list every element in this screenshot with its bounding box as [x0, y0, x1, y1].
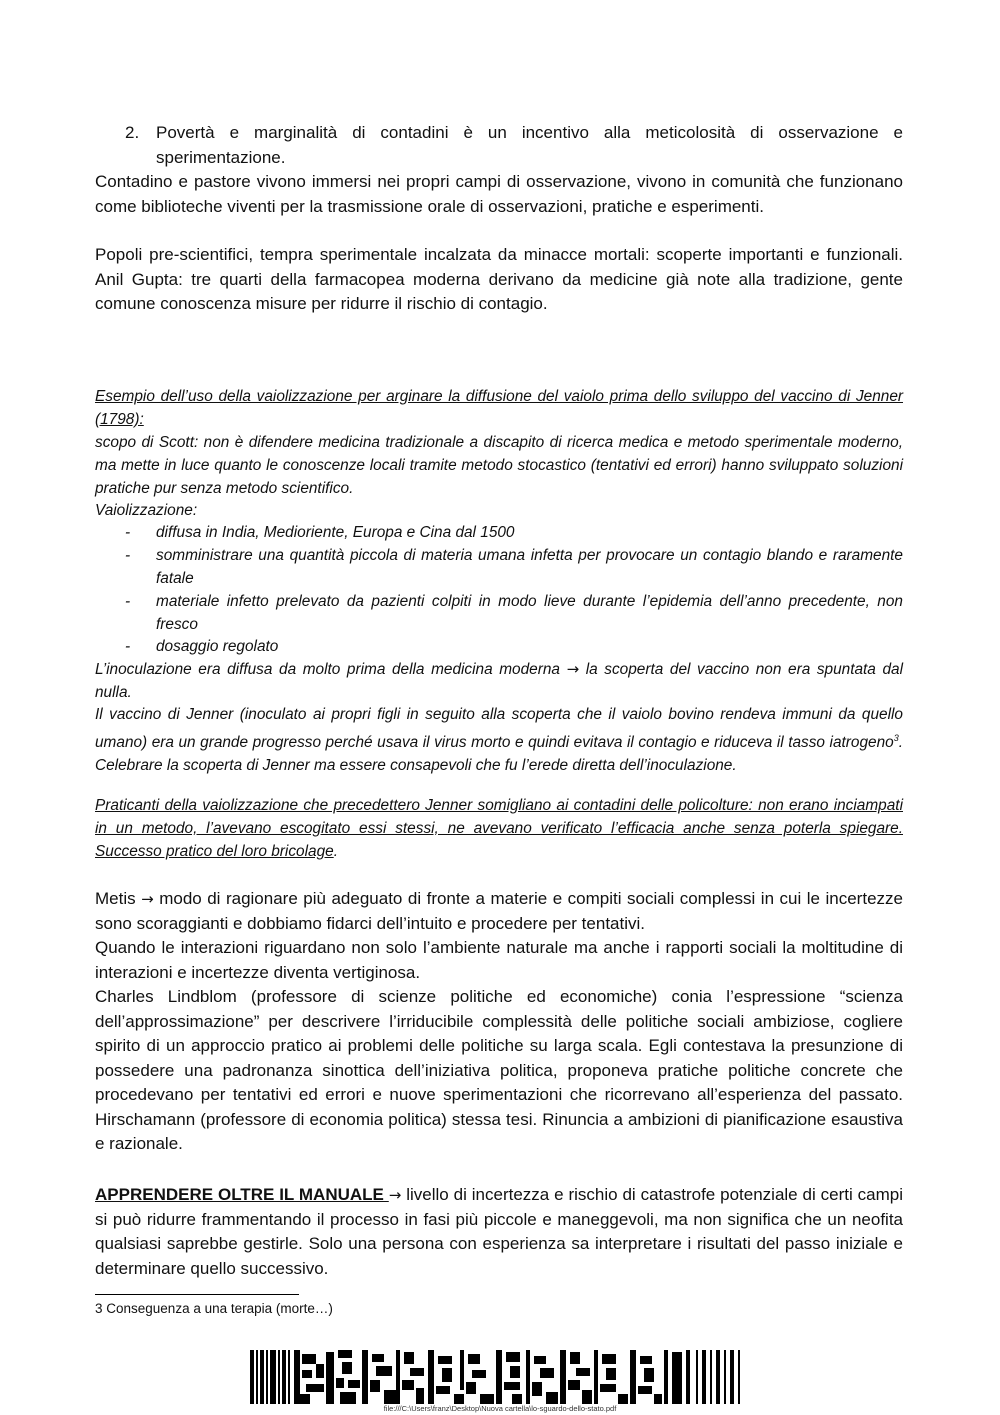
metis-term: Metis [95, 889, 136, 908]
praticanti-text: Praticanti della vaiolizzazione che precedettero Jenner somigliano ai contadini delle policolture: non erano inciampati in un metodo, l’avevano escogitato essi stessi, ne avevano verificato l’efficacia anche senza poterla spiegare. Successo pratico del loro bricolage [95, 797, 903, 860]
paragraph-popoli: Popoli pre-scientifici, tempra sperimentale incalzata da minacce mortali: scoperte importanti e funzionali. Anil Gupta: tre quarti della farmacopea moderna derivano da medicine già note alla tradizione, gente comune conoscenza misure per ridurre il rischio di contagio. [95, 245, 903, 313]
footnote-separator [95, 1294, 299, 1295]
inoculazione-paragraph [95, 658, 903, 705]
praticanti-paragraph [95, 795, 903, 863]
lindblom-paragraph: Charles Lindblom (professore di scienze politiche ed economiche) conia l’espressione “scienza dell’approssimazione” per descrivere l’irriducibile complessità delle politiche sociali ambiziose, cogliere spirito di un approccio pratico ai problemi delle politiche su larga scala. Egli contestava la presunzione di possedere una padronanza sinottica dell’iniziativa politica, proponeva pratiche politiche concrete che procedevano per tentativi ed errori e nuove sperimentazioni che ricorrevano all’esperienza del passato. Hirschamann (professore di economia politica) stessa tesi. Rinuncia a ambizioni di pianificazione esaustiva e razionale. [95, 987, 903, 1153]
list-number: 2. [125, 123, 140, 142]
example-scope: scopo di Scott: non è difendere medicina tradizionale a discapito di ricerca medica e metodo sperimentale moderno, ma mette in luce quanto le conoscenze locali tramite metodo stocastico (tentativi ed errori) hanno sviluppato soluzioni pratiche pur senza metodo scientifico. [95, 434, 903, 497]
jenner-paragraph [95, 704, 903, 778]
apprendere-text: livello di incertezza e rischio di catastrofe potenziale di certi campi si può ridurre frammentando il processo in fasi più piccole e maneggevoli, ma non significa che un neofita qualsiasi saprebbe gestirle. Solo una persona con esperienza sa interpretare i risultati del passo iniziale e determinare quello successivo. [95, 1185, 903, 1278]
bullet-text: materiale infetto prelevato da pazienti colpiti in modo lieve durante l’epidemia dell’anno precedente, non fresco [156, 593, 903, 633]
barcode-image [250, 1350, 740, 1404]
arrow-right-icon: → [388, 1186, 402, 1204]
footnote-ref: 3 [893, 732, 899, 743]
inoculazione-text-b: la scoperta del vaccino non era spuntata dal nulla. [95, 661, 903, 701]
vaiolizzazione-label: Vaiolizzazione: [95, 502, 198, 519]
bullet-dash: - [125, 547, 131, 564]
bullet-text: dosaggio regolato [156, 638, 279, 655]
bullet-item [125, 636, 903, 659]
apprendere-paragraph [95, 1183, 903, 1281]
interazioni-paragraph: Quando le interazioni riguardano non solo l’ambiente naturale ma anche i rapporti sociali la moltitudine di interazioni e incertezze diventa vertiginosa. [95, 938, 903, 982]
bullet-dash: - [125, 638, 131, 655]
bullet-dash: - [125, 593, 131, 610]
bullet-item [125, 591, 903, 637]
numbered-list-item [127, 121, 903, 170]
paragraph-contadino: Contadino e pastore vivono immersi nei propri campi di osservazione, vivono in comunità che funzionano come biblioteche viventi per la trasmissione orale di osservazioni, pratiche e esperimenti. [95, 172, 903, 216]
bullet-item [125, 545, 903, 591]
arrow-right-icon: → [141, 890, 154, 908]
bullet-text: diffusa in India, Medioriente, Europa e Cina dal 1500 [156, 524, 515, 541]
example-title: Esempio dell’uso della vaiolizzazione per arginare la diffusione del vaiolo prima dello sviluppo del vaccino di Jenner (1798): [95, 388, 903, 428]
bullet-item [125, 522, 903, 545]
metis-paragraph [95, 887, 903, 936]
bullet-dash: - [125, 524, 131, 541]
footnote: 3 Conseguenza a una terapia (morte…) [95, 1301, 333, 1316]
praticanti-end: . [333, 842, 338, 860]
inoculazione-text-a: L’inoculazione era diffusa da molto prima della medicina moderna [95, 661, 560, 678]
jenner-text-a: Il vaccino di Jenner (inoculato ai propri figli in seguito alla scoperta che il vaiolo bovino rendeva immuni da quello umano) era un grande progresso perché usava il virus morto e quindi evitava il contagio e riduceva il tasso iatrogeno [95, 706, 903, 751]
list-item-text: Povertà e marginalità di contadini è un incentivo alla meticolosità di osservazione e sperimentazione. [156, 123, 903, 167]
file-path-footer: file:///C:\Users\franz\Desktop\Nuova cartella\lo-sguardo-dello-stato.pdf [383, 1404, 617, 1413]
metis-text: modo di ragionare più adeguato di fronte a materie e compiti sociali complessi in cui le incertezze sono scoraggianti e dobbiamo fidarci dell’intuito e procedere per tentativi. [95, 889, 903, 933]
section-heading: APPRENDERE OLTRE IL MANUALE [95, 1185, 389, 1204]
arrow-right-icon: → [566, 660, 580, 678]
jenner-text-b: . Celebrare la scoperta di Jenner ma essere consapevoli che fu l’erede diretta dell’inoculazione. [95, 733, 903, 774]
bullet-text: somministrare una quantità piccola di materia umana infetta per provocare un contagio blando e raramente fatale [156, 547, 903, 587]
